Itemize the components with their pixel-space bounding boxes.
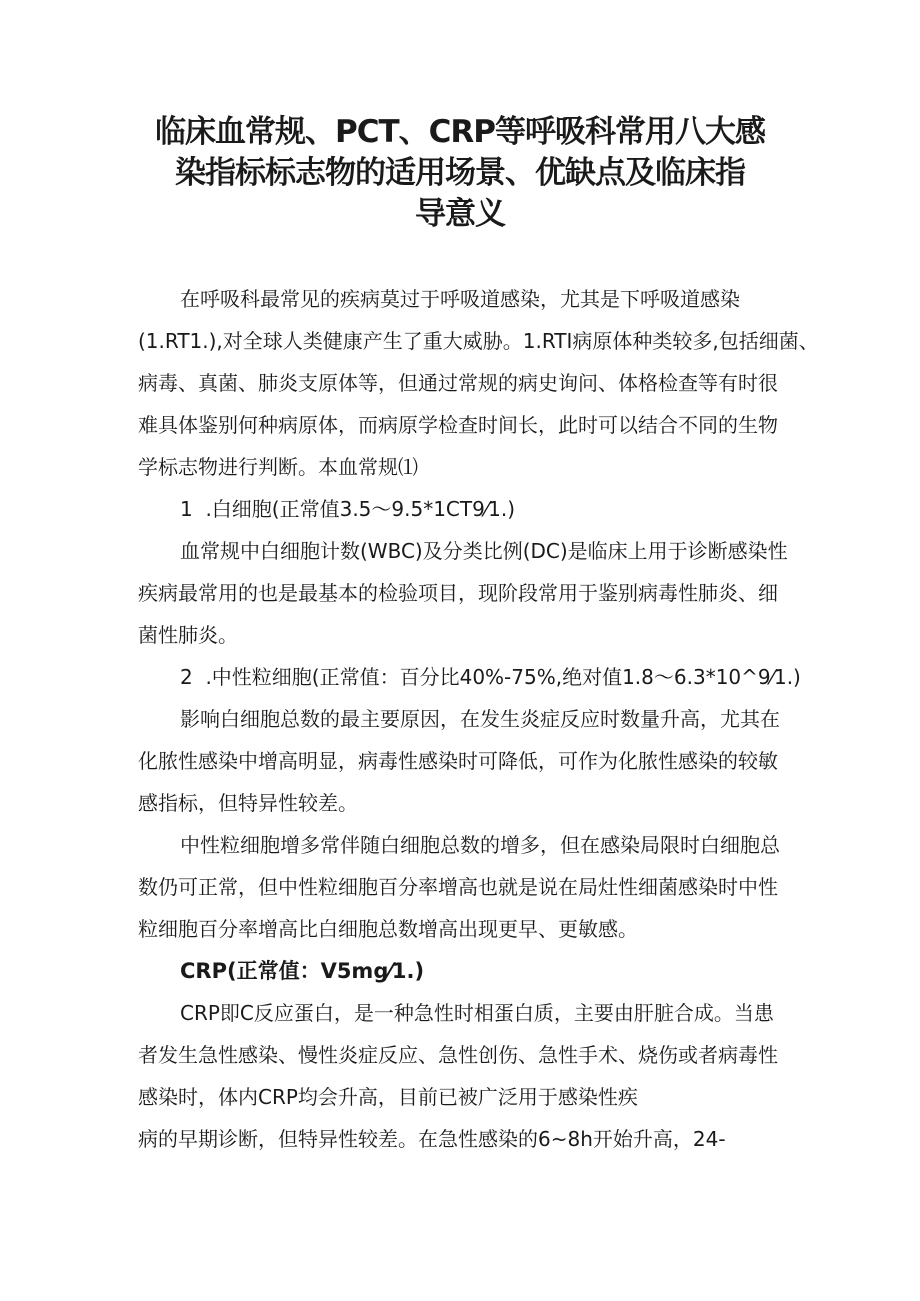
text-line: 中性粒细胞增多常伴随白细胞总数的增多，但在感染局限时白细胞总 xyxy=(180,833,780,857)
text-line: 在呼吸科最常见的疾病莫过于呼吸道感染，尤其是下呼吸道感染 xyxy=(180,287,740,311)
text-line: 感染时，体内CRP均会升高，目前已被广泛用于感染性疾 xyxy=(138,1085,638,1109)
document-title xyxy=(140,112,780,235)
text-line: 1 .白细胞(正常值3.5～9.5*1CT9⁄1.) xyxy=(180,497,516,521)
wbc-heading xyxy=(180,488,828,530)
neutrophil-heading xyxy=(180,656,828,698)
text-line: 数仍可正常，但中性粒细胞百分率增高也就是说在局灶性细菌感染时中性 xyxy=(138,875,778,899)
crp-paragraph xyxy=(138,992,786,1160)
text-line: 菌性肺炎。 xyxy=(138,623,238,647)
text-line: 影响白细胞总数的最主要原因，在发生炎症反应时数量升高，尤其在 xyxy=(180,707,780,731)
neutrophil-paragraph-2 xyxy=(138,824,786,950)
text-line: 者发生急性感染、慢性炎症反应、急性创伤、急性手术、烧伤或者病毒性 xyxy=(138,1043,778,1067)
text-line: 难具体鉴别何种病原体，而病原学检查时间长，此时可以结合不同的生物 xyxy=(138,413,778,437)
text-line: (1.RT1.),对全球人类健康产生了重大威胁。1.RTI病原体种类较多,包括细菌、 xyxy=(138,329,819,353)
crp-heading: CRP(正常值：V5mg⁄1.) xyxy=(180,959,425,983)
intro-paragraph xyxy=(138,278,819,488)
text-line: 病毒、真菌、肺炎支原体等，但通过常规的病史询问、体格检查等有时很 xyxy=(138,371,778,395)
text-line: 病的早期诊断，但特异性较差。在急性感染的6~8h开始升高，24- xyxy=(138,1127,726,1151)
neutrophil-paragraph-1 xyxy=(138,698,786,824)
text-line: 化脓性感染中增高明显，病毒性感染时可降低，可作为化脓性感染的较敏 xyxy=(138,749,778,773)
wbc-paragraph xyxy=(138,530,786,656)
text-line: 2 .中性粒细胞(正常值：百分比40%-75%,绝对值1.8～6.3*10^9⁄1.) xyxy=(180,665,801,689)
text-line: 感指标，但特异性较差。 xyxy=(138,791,358,815)
title-line: 临床血常规、PCT、CRP等呼吸科常用八大感 xyxy=(155,114,765,150)
text-line: 血常规中白细胞计数(WBC)及分类比例(DC)是临床上用于诊断感染性 xyxy=(180,539,788,563)
text-line: 疾病最常用的也是最基本的检验项目，现阶段常用于鉴别病毒性肺炎、细 xyxy=(138,581,778,605)
text-line: CRP即C反应蛋白，是一种急性时相蛋白质，主要由肝脏合成。当患 xyxy=(180,1001,774,1025)
text-line: 学标志物进行判断。本血常规⑴ xyxy=(138,455,418,479)
title-line: 导意义 xyxy=(415,196,505,232)
text-line: 粒细胞百分率增高比白细胞总数增高出现更早、更敏感。 xyxy=(138,917,638,941)
title-line: 染指标标志物的适用场景、优缺点及临床指 xyxy=(175,155,745,191)
